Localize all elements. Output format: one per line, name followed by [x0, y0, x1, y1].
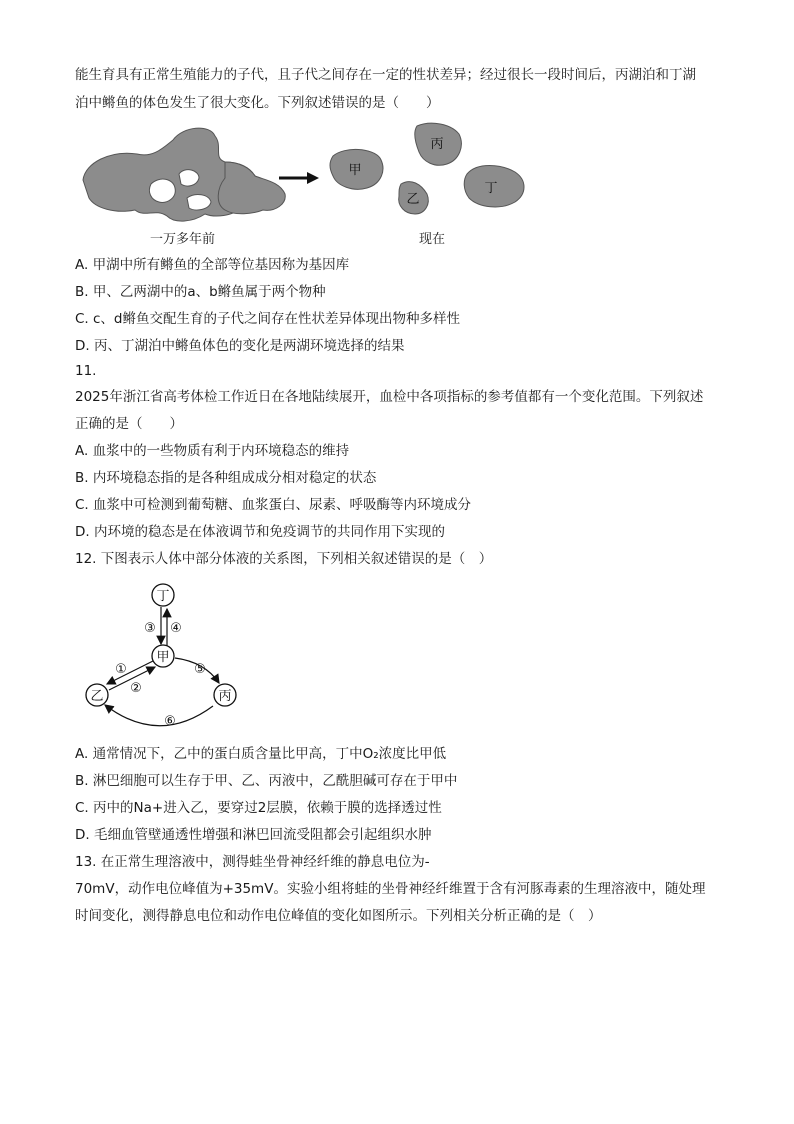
q11-option-a: A. 血浆中的一些物质有利于内环境稳态的维持: [75, 443, 350, 459]
lake-jia-label: 甲: [348, 163, 362, 178]
q10-option-b: B. 甲、乙两湖中的a、b鳉鱼属于两个物种: [75, 284, 326, 300]
q12-option-b: B. 淋巴细胞可以生存于甲、乙、丙液中，乙酰胆碱可存在于甲中: [75, 773, 458, 789]
q12-option-d: D. 毛细血管壁通透性增强和淋巴回流受阻都会引起组织水肿: [75, 827, 432, 843]
time-arrow: [279, 172, 319, 184]
q10-option-c: C. c、d鳉鱼交配生育的子代之间存在性状差异体现出物种多样性: [75, 311, 460, 327]
q11-number: 11.: [75, 363, 97, 379]
q10-option-a: A. 甲湖中所有鳉鱼的全部等位基因称为基因库: [75, 257, 350, 273]
q11-stem-line-1: 2025年浙江省高考体检工作近日在各地陆续展开，血检中各项指标的参考值都有一个变化范围。下列叙述: [75, 389, 704, 405]
svg-text:丙: 丙: [218, 689, 232, 704]
q11-option-b: B. 内环境稳态指的是各种组成成分相对稳定的状态: [75, 470, 377, 486]
q11-stem-line-2: 正确的是（ ）: [75, 416, 183, 432]
q11-option-c: C. 血浆中可检测到葡萄糖、血浆蛋白、尿素、呼吸酶等内环境成分: [75, 497, 472, 513]
label-3: ③: [144, 621, 156, 636]
lake-bing-label: 丙: [430, 137, 444, 152]
body-fluid-diagram: [75, 580, 255, 730]
lake-yi-label: 乙: [406, 192, 420, 207]
caption-after: 现在: [419, 232, 446, 247]
lake-figure: [75, 118, 545, 246]
node-yi: [86, 684, 108, 706]
lake-ding-label: 丁: [484, 181, 498, 196]
arrow-6: [105, 705, 213, 726]
label-6: ⑥: [164, 714, 176, 729]
q12-option-a: A. 通常情况下，乙中的蛋白质含量比甲高，丁中O₂浓度比甲低: [75, 746, 447, 762]
q13-stem-line-1: 13. 在正常生理溶液中，测得蛙坐骨神经纤维的静息电位为-: [75, 854, 430, 870]
q12-option-c: C. 丙中的Na+进入乙，要穿过2层膜，依赖于膜的选择透过性: [75, 800, 442, 816]
q13-stem-line-2: 70mV，动作电位峰值为+35mV。实验小组将蛙的坐骨神经纤维置于含有河豚毒素的生理溶液中，随处理: [75, 881, 706, 897]
label-4: ④: [170, 621, 182, 636]
q10-stem-line-1: 能生育具有正常生殖能力的子代，且子代之间存在一定的性状差异；经过很长一段时间后，丙湖泊和丁湖: [75, 67, 696, 83]
node-bing: [214, 684, 236, 706]
svg-text:丁: 丁: [156, 589, 170, 604]
q10-option-d: D. 丙、丁湖泊中鳉鱼体色的变化是两湖环境选择的结果: [75, 338, 405, 354]
q11-option-d: D. 内环境的稳态是在体液调节和免疫调节的共同作用下实现的: [75, 524, 445, 540]
node-ding: [152, 584, 174, 606]
q10-stem-line-2: 泊中鳉鱼的体色发生了很大变化。下列叙述错误的是（ ）: [75, 95, 440, 111]
label-5: ⑤: [194, 662, 206, 677]
label-2: ②: [130, 681, 142, 696]
svg-text:乙: 乙: [90, 689, 104, 704]
caption-before: 一万多年前: [150, 232, 216, 247]
label-1: ①: [115, 662, 127, 677]
q13-stem-line-3: 时间变化，测得静息电位和动作电位峰值的变化如图所示。下列相关分析正确的是（ ）: [75, 908, 602, 924]
svg-text:甲: 甲: [156, 650, 170, 665]
q12-stem: 12. 下图表示人体中部分体液的关系图，下列相关叙述错误的是（ ）: [75, 551, 493, 567]
node-jia: [152, 645, 174, 667]
